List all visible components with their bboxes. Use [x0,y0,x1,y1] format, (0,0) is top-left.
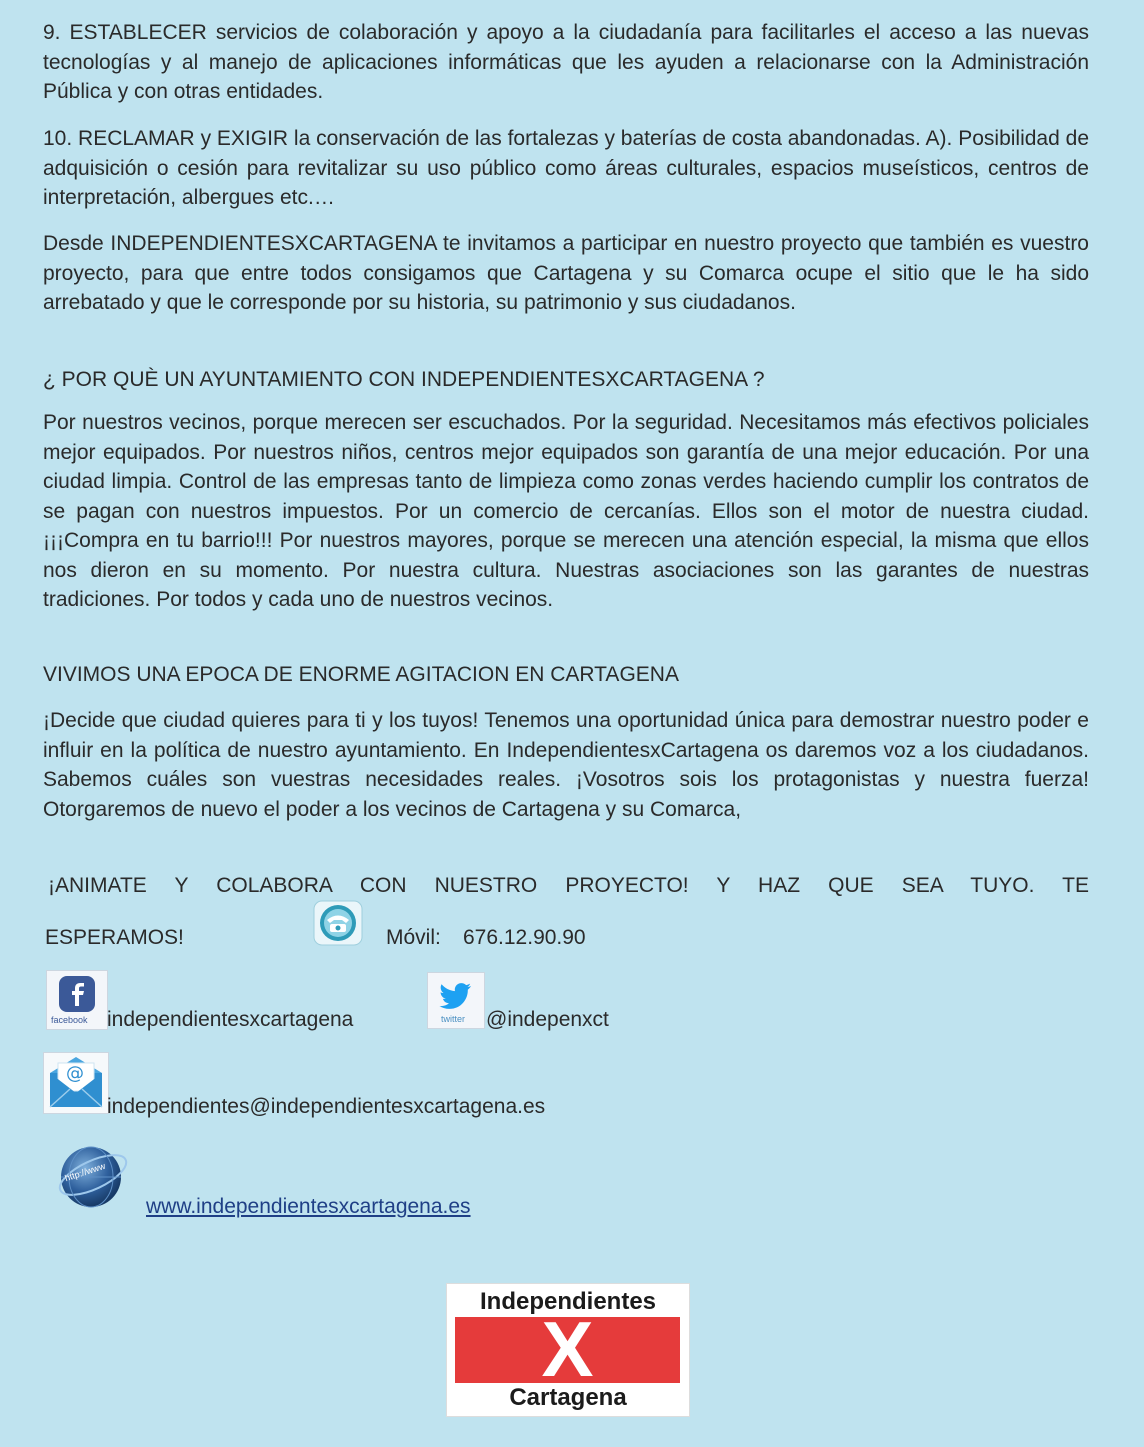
paragraph-decide: ¡Decide que ciudad quieres para ti y los tuyos! Tenemos una oportunidad única para demostrar nuestro poder e influir en la política de nuestro ayuntamiento. En IndependientesxCartagena os daremos voz a los ciudadanos. Sabemos cuáles son vuestras necesidades reales. ¡Vosotros sois los protagonistas y nuestra fuerza! Otorgaremos de nuevo el poder a los vecinos de Cartagena y su Comarca, [43,709,1089,821]
question-heading: ¿ POR QUÈ UN AYUNTAMIENTO CON INDEPENDIENTESXCARTAGENA ? [43,368,765,391]
facebook-icon[interactable] [46,970,108,1030]
agitation-heading: VIVIMOS UNA EPOCA DE ENORME AGITACION EN CARTAGENA [43,663,679,686]
email-icon[interactable] [43,1052,109,1114]
email-address[interactable]: independientes@independientesxcartagena.es [107,1095,546,1118]
twitter-icon[interactable] [427,972,485,1029]
globe-caption: http://www [63,1160,107,1184]
logo-red-band [455,1305,680,1393]
phone-number[interactable]: 676.12.90.90 [463,926,586,949]
paragraph-invitation: Desde INDEPENDIENTESXCARTAGENA te invitamos a participar en nuestro proyecto que también es vuestro proyecto, para que entre todos consigamos que Cartagena y su Comarca ocupe el sitio que le ha sido arrebatado y que le corresponde por su historia, su patrimonio y sus ciudadanos. [43,232,1089,314]
logo-x-mark: X [541,1305,594,1393]
facebook-handle[interactable]: independientesxcartagena [107,1008,354,1031]
website-link[interactable]: www.independientesxcartagena.es [146,1195,471,1218]
twitter-handle[interactable]: @indepenxct [486,1008,609,1031]
paragraph-reasons: Por nuestros vecinos, porque merecen ser escuchados. Por la seguridad. Necesitamos más efectivos policiales mejor equipados. Por nuestros niños, centros mejor equipados son garantía de una mejor educación. Por una ciudad limpia. Control de las empresas tanto de limpieza como zonas verdes haciendo cumplir los contratos de se pagan con nuestros impuestos. Por un comercio de cercanías. Ellos son el motor de nuestra ciudad. ¡¡¡Compra en tu barrio!!! Por nuestros mayores, porque se merecen una atención especial, la misma que ellos nos dieron en su momento. Por nuestra cultura. Nuestras asociaciones son las garantes de nuestras tradiciones. Por todos y cada uno de nuestros vecinos. [43,411,1089,611]
phone-label: Móvil: [386,926,441,949]
twitter-caption: twitter [441,1014,466,1024]
call-to-action-end: ESPERAMOS! [45,926,184,949]
logo-bottom-text: Cartagena [509,1384,627,1411]
phone-icon [313,900,363,946]
party-logo [446,1283,690,1417]
globe-icon[interactable] [55,1141,131,1213]
paragraph-item-10: 10. RECLAMAR y EXIGIR la conservación de las fortalezas y baterías de costa abandonadas. A). Posibilidad de adquisición o cesión para revitalizar su uso público como áreas culturales, espacios museísticos, centros de interpretación, albergues etc.… [43,127,1089,209]
email-symbol: @ [66,1063,84,1084]
paragraph-item-9: 9. ESTABLECER servicios de colaboración y apoyo a la ciudadanía para facilitarles el acceso a las nuevas tecnologías y al manejo de aplicaciones informáticas que les ayuden a relacionarse con la Administración Pública y con otras entidades. [43,21,1089,103]
call-to-action-line: ¡ANIMATE Y COLABORA CON NUESTRO PROYECTO! Y HAZ QUE SEA TUYO. TE [48,874,1089,897]
logo-top-text: Independientes [479,1288,657,1315]
facebook-caption: facebook [51,1015,88,1025]
